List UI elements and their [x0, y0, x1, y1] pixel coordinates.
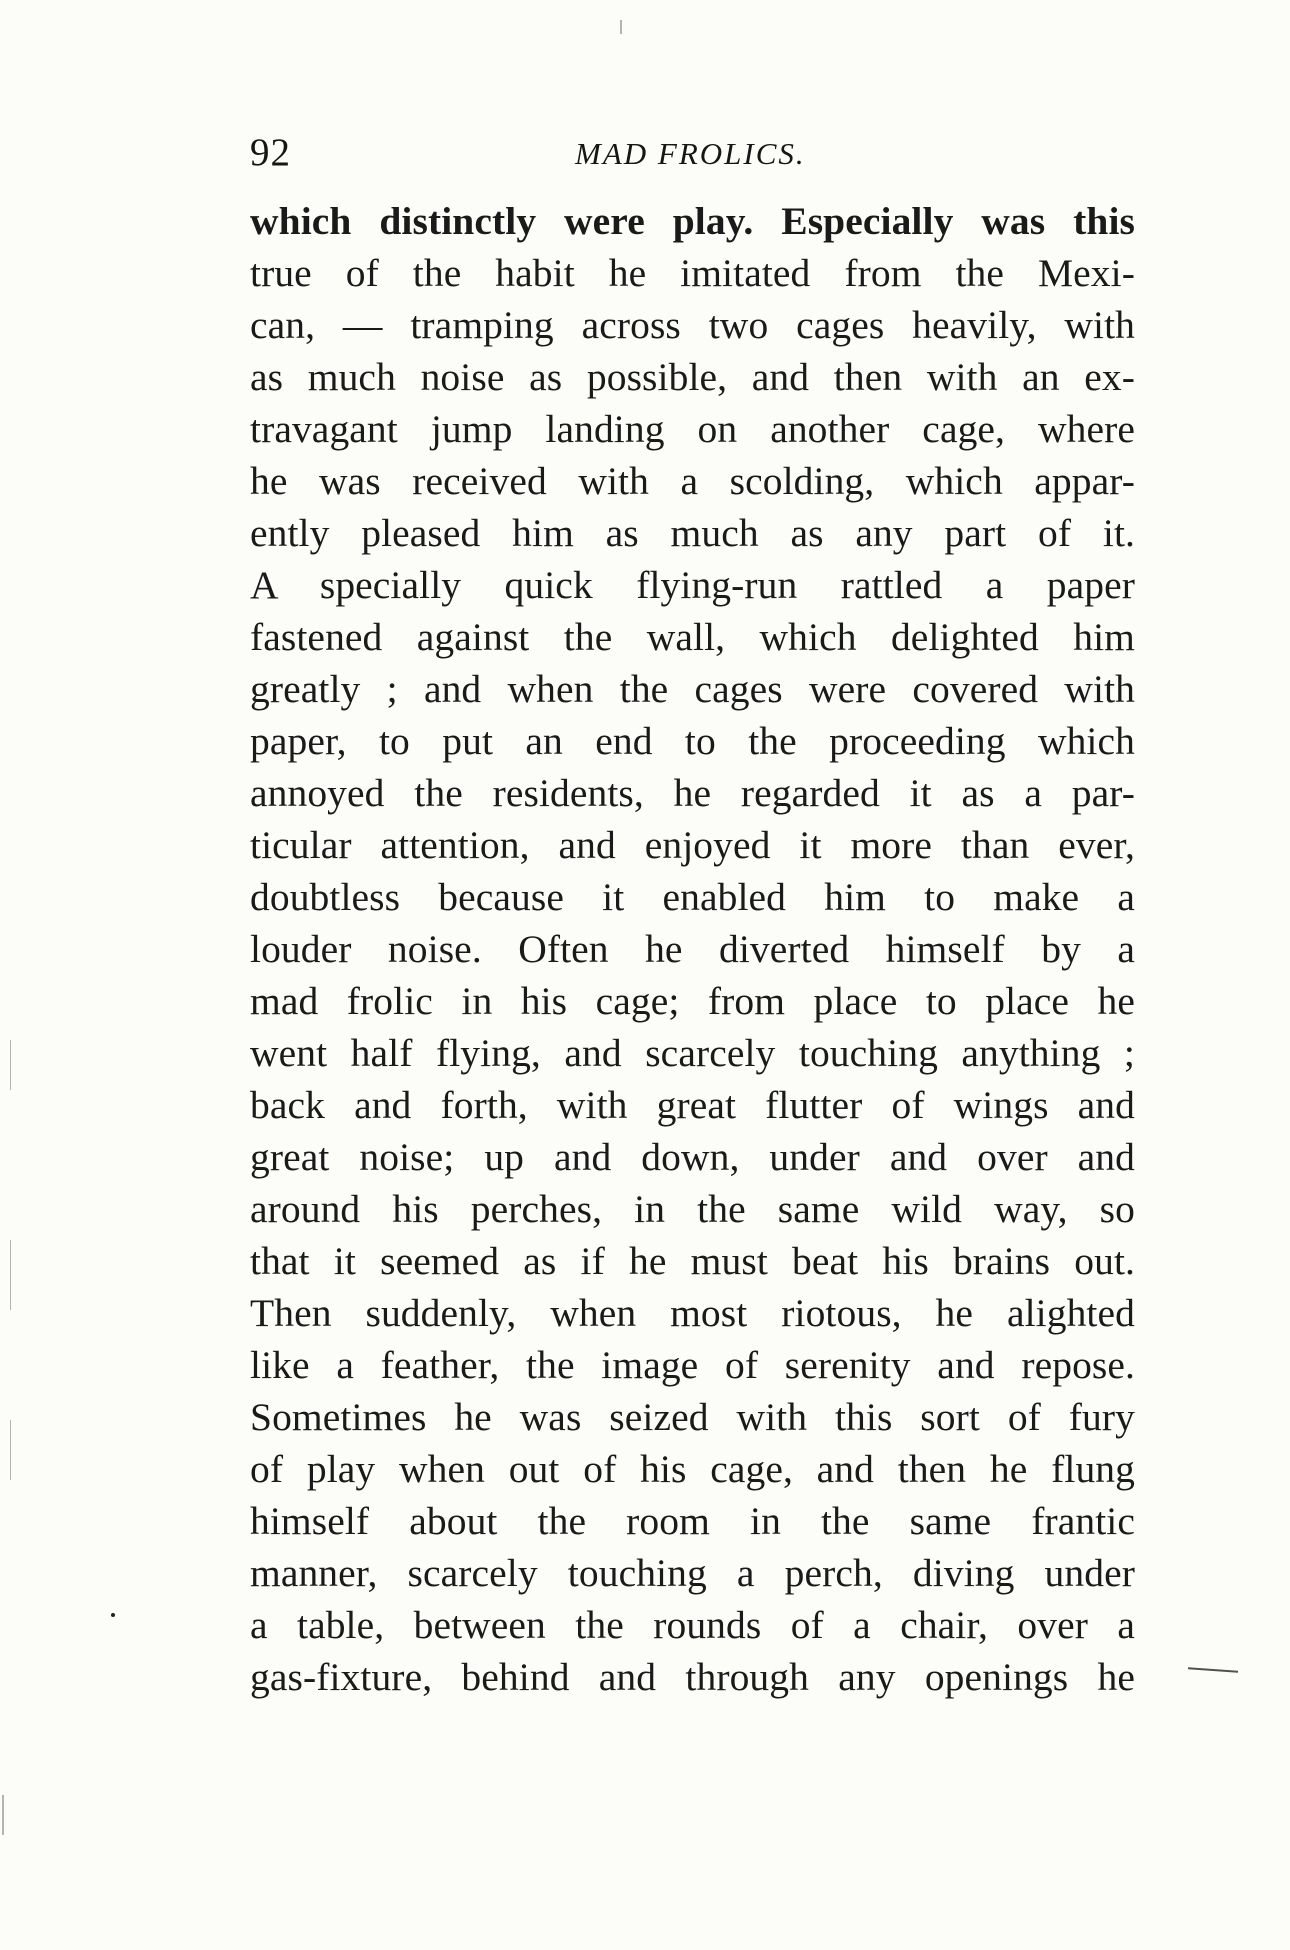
text-line: a table, between the rounds of a chair, over a — [250, 1603, 1135, 1647]
text-line: around his perches, in the same wild way, so — [250, 1187, 1135, 1231]
page-header — [250, 128, 1135, 178]
text-line: manner, scarcely touching a perch, diving under — [250, 1551, 1135, 1595]
text-line: A specially quick flying-run rattled a paper — [250, 563, 1135, 607]
text-line: mad frolic in his cage; from place to place he — [250, 979, 1135, 1023]
text-line: gas-fixture, behind and through any openings he — [250, 1655, 1135, 1699]
scan-dot — [111, 1613, 115, 1617]
text-line: ticular attention, and enjoyed it more than ever, — [250, 823, 1135, 867]
text-line: greatly ; and when the cages were covered with — [250, 667, 1135, 711]
text-line: paper, to put an end to the proceeding which — [250, 719, 1135, 763]
text-line: annoyed the residents, he regarded it as a par- — [250, 771, 1135, 815]
text-line: Then suddenly, when most riotous, he alighted — [250, 1291, 1135, 1335]
text-line: went half flying, and scarcely touching anything ; — [250, 1031, 1135, 1075]
text-line: louder noise. Often he diverted himself by a — [250, 927, 1135, 971]
text-line: that it seemed as if he must beat his brains out. — [250, 1239, 1135, 1283]
text-line: ently pleased him as much as any part of it. — [250, 511, 1135, 555]
text-line: travagant jump landing on another cage, where — [250, 407, 1135, 451]
text-line: like a feather, the image of serenity and repose. — [250, 1343, 1135, 1387]
text-line: back and forth, with great flutter of wings and — [250, 1083, 1135, 1127]
text-line: he was received with a scolding, which appar- — [250, 459, 1135, 503]
scan-mark — [2, 1795, 4, 1835]
text-line: of play when out of his cage, and then he flung — [250, 1447, 1135, 1491]
text-line: as much noise as possible, and then with an ex- — [250, 355, 1135, 399]
page-number: 92 — [250, 131, 291, 174]
scan-mark — [620, 20, 622, 34]
running-head: MAD FROLICS. — [575, 136, 806, 171]
text-line: true of the habit he imitated from the Mexi- — [250, 251, 1135, 295]
text-line: doubtless because it enabled him to make a — [250, 875, 1135, 919]
scan-dash — [1188, 1667, 1238, 1672]
text-line: great noise; up and down, under and over and — [250, 1135, 1135, 1179]
text-line: himself about the room in the same frantic — [250, 1499, 1135, 1543]
scan-mark — [10, 1240, 11, 1310]
body-text — [250, 195, 1135, 1703]
text-line: Sometimes he was seized with this sort of fury — [250, 1395, 1135, 1439]
text-line: which distinctly were play. Especially was this — [250, 199, 1135, 243]
text-line: fastened against the wall, which delighted him — [250, 615, 1135, 659]
scan-mark — [10, 1420, 11, 1480]
text-line: can, — tramping across two cages heavily, with — [250, 303, 1135, 347]
scan-mark — [10, 1040, 11, 1090]
